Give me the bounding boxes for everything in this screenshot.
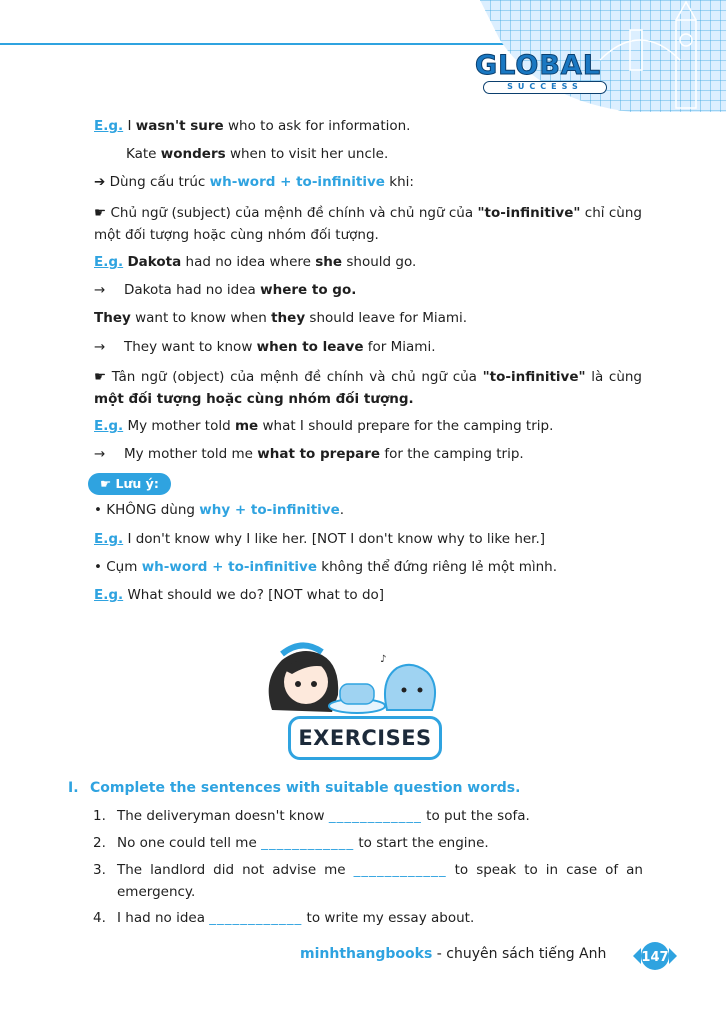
highlight-text: wh-word + to-infinitive	[141, 559, 318, 575]
note-example-2	[94, 587, 384, 603]
publisher-brand: minhthangbooks	[300, 946, 433, 962]
bold-text: when to leave	[256, 339, 364, 355]
text: Dakota had no idea	[124, 282, 261, 298]
text: I don't know why I like her. [NOT I don't know why to like her.]	[123, 531, 546, 547]
exercise-item	[93, 907, 643, 929]
arrow-icon: →	[94, 446, 106, 462]
answer-blank[interactable]: ____________	[328, 808, 422, 824]
item-number: 1.	[93, 808, 106, 824]
text: for Miami.	[363, 339, 436, 355]
text: to start the engine.	[354, 835, 489, 851]
text: what I should prepare for the camping trip.	[258, 418, 554, 434]
text: The landlord did not advise me	[117, 862, 354, 878]
rule-line	[94, 174, 414, 190]
bold-text: "to-infinitive"	[477, 205, 581, 221]
eg-label: E.g.	[94, 587, 124, 603]
text: What should we do? [NOT what to do]	[123, 587, 385, 603]
exercise-item	[93, 832, 643, 854]
object-rule-paragraph	[94, 366, 642, 410]
text: không thể đứng riêng lẻ một mình.	[317, 559, 558, 575]
text: .	[339, 502, 345, 518]
svg-text:♪: ♪	[380, 654, 387, 665]
text: chỉ cùng một đối tượng hoặc cùng nhóm đối tượng.	[94, 205, 642, 243]
mascot-illustration	[262, 640, 442, 720]
example-line-6	[94, 339, 436, 355]
text: My mother told me	[124, 446, 258, 462]
text: Dùng cấu trúc	[105, 174, 210, 190]
bold-text: Dakota	[127, 254, 182, 270]
text: should go.	[342, 254, 417, 270]
arrow-icon: →	[94, 282, 106, 298]
text: for the camping trip.	[380, 446, 524, 462]
eg-label: E.g.	[94, 531, 124, 547]
note-line-2	[94, 559, 557, 575]
text: had no idea where	[181, 254, 316, 270]
bold-text: wonders	[160, 146, 226, 162]
text: • Cụm	[94, 559, 142, 575]
text: to speak to in case of an emergency.	[117, 862, 643, 900]
section-title	[68, 780, 520, 796]
bold-text: where to go.	[260, 282, 357, 298]
bold-text: "to-infinitive"	[482, 369, 586, 385]
bold-text: wasn't sure	[135, 118, 224, 134]
text: They want to know	[124, 339, 257, 355]
example-line-8	[94, 446, 524, 462]
text: I had no idea	[117, 910, 210, 926]
text: • KHÔNG dùng	[94, 502, 200, 518]
text: Kate	[126, 146, 161, 162]
text: Tân ngữ (object) của mệnh đề chính và chủ ngữ của	[106, 369, 483, 385]
text: khi:	[384, 174, 414, 190]
example-line-4	[94, 282, 356, 298]
eg-label: E.g.	[94, 418, 124, 434]
text: No one could tell me	[117, 835, 262, 851]
answer-blank[interactable]: ____________	[209, 910, 303, 926]
example-line-5	[94, 310, 467, 326]
example-line-3	[94, 254, 416, 270]
page-number-badge	[627, 938, 683, 974]
arrow-icon: ➔	[94, 174, 106, 190]
eg-label: E.g.	[94, 118, 124, 134]
text: want to know when	[130, 310, 272, 326]
item-number: 3.	[93, 862, 106, 878]
pointing-hand-icon: ☛	[94, 369, 107, 385]
example-line-7	[94, 418, 553, 434]
eg-label: E.g.	[94, 254, 124, 270]
exercise-item	[93, 859, 643, 903]
logo-word: GLOBAL	[475, 50, 602, 81]
footer	[300, 946, 606, 962]
text: should leave for Miami.	[305, 310, 468, 326]
text: to put the sofa.	[421, 808, 530, 824]
pointing-hand-icon: ☛	[94, 205, 107, 221]
subject-rule-paragraph	[94, 202, 642, 246]
answer-blank[interactable]: ____________	[261, 835, 355, 851]
exercises-badge	[288, 716, 442, 760]
publisher-tagline: - chuyên sách tiếng Anh	[432, 946, 607, 962]
item-number: 4.	[93, 910, 106, 926]
bold-text: she	[315, 254, 343, 270]
note-example-1	[94, 531, 545, 547]
text: là cùng	[585, 369, 642, 385]
highlight-text: why + to-infinitive	[199, 502, 340, 518]
example-line-1	[94, 118, 410, 134]
section-title-text: Complete the sentences with suitable question words.	[90, 780, 521, 796]
arrow-icon: →	[94, 339, 106, 355]
text: The deliveryman doesn't know	[117, 808, 329, 824]
text: to write my essay about.	[302, 910, 475, 926]
exercises-heading: EXERCISES	[298, 726, 432, 750]
section-number: I.	[68, 780, 79, 796]
header-rule	[0, 43, 520, 45]
highlight-text: wh-word + to-infinitive	[209, 174, 385, 190]
note-line-1	[94, 502, 344, 518]
bold-text: they	[271, 310, 306, 326]
bold-text: me	[234, 418, 259, 434]
note-badge: ☛ Lưu ý:	[88, 473, 171, 495]
exercise-item	[93, 805, 643, 827]
text: Chủ ngữ (subject) của mệnh đề chính và chủ ngữ của	[106, 205, 478, 221]
text: My mother told	[123, 418, 235, 434]
global-success-logo	[475, 50, 615, 100]
example-line-2	[126, 146, 388, 162]
text: who to ask for information.	[223, 118, 411, 134]
answer-blank[interactable]: ____________	[353, 862, 447, 878]
bold-text: They	[94, 310, 131, 326]
page-number: 147	[641, 950, 669, 965]
text: I	[123, 118, 136, 134]
bold-text: what to prepare	[257, 446, 381, 462]
item-number: 2.	[93, 835, 106, 851]
bold-text: một đối tượng hoặc cùng nhóm đối tượng.	[94, 391, 414, 407]
text: when to visit her uncle.	[225, 146, 389, 162]
logo-subtitle: SUCCESS	[483, 81, 607, 94]
